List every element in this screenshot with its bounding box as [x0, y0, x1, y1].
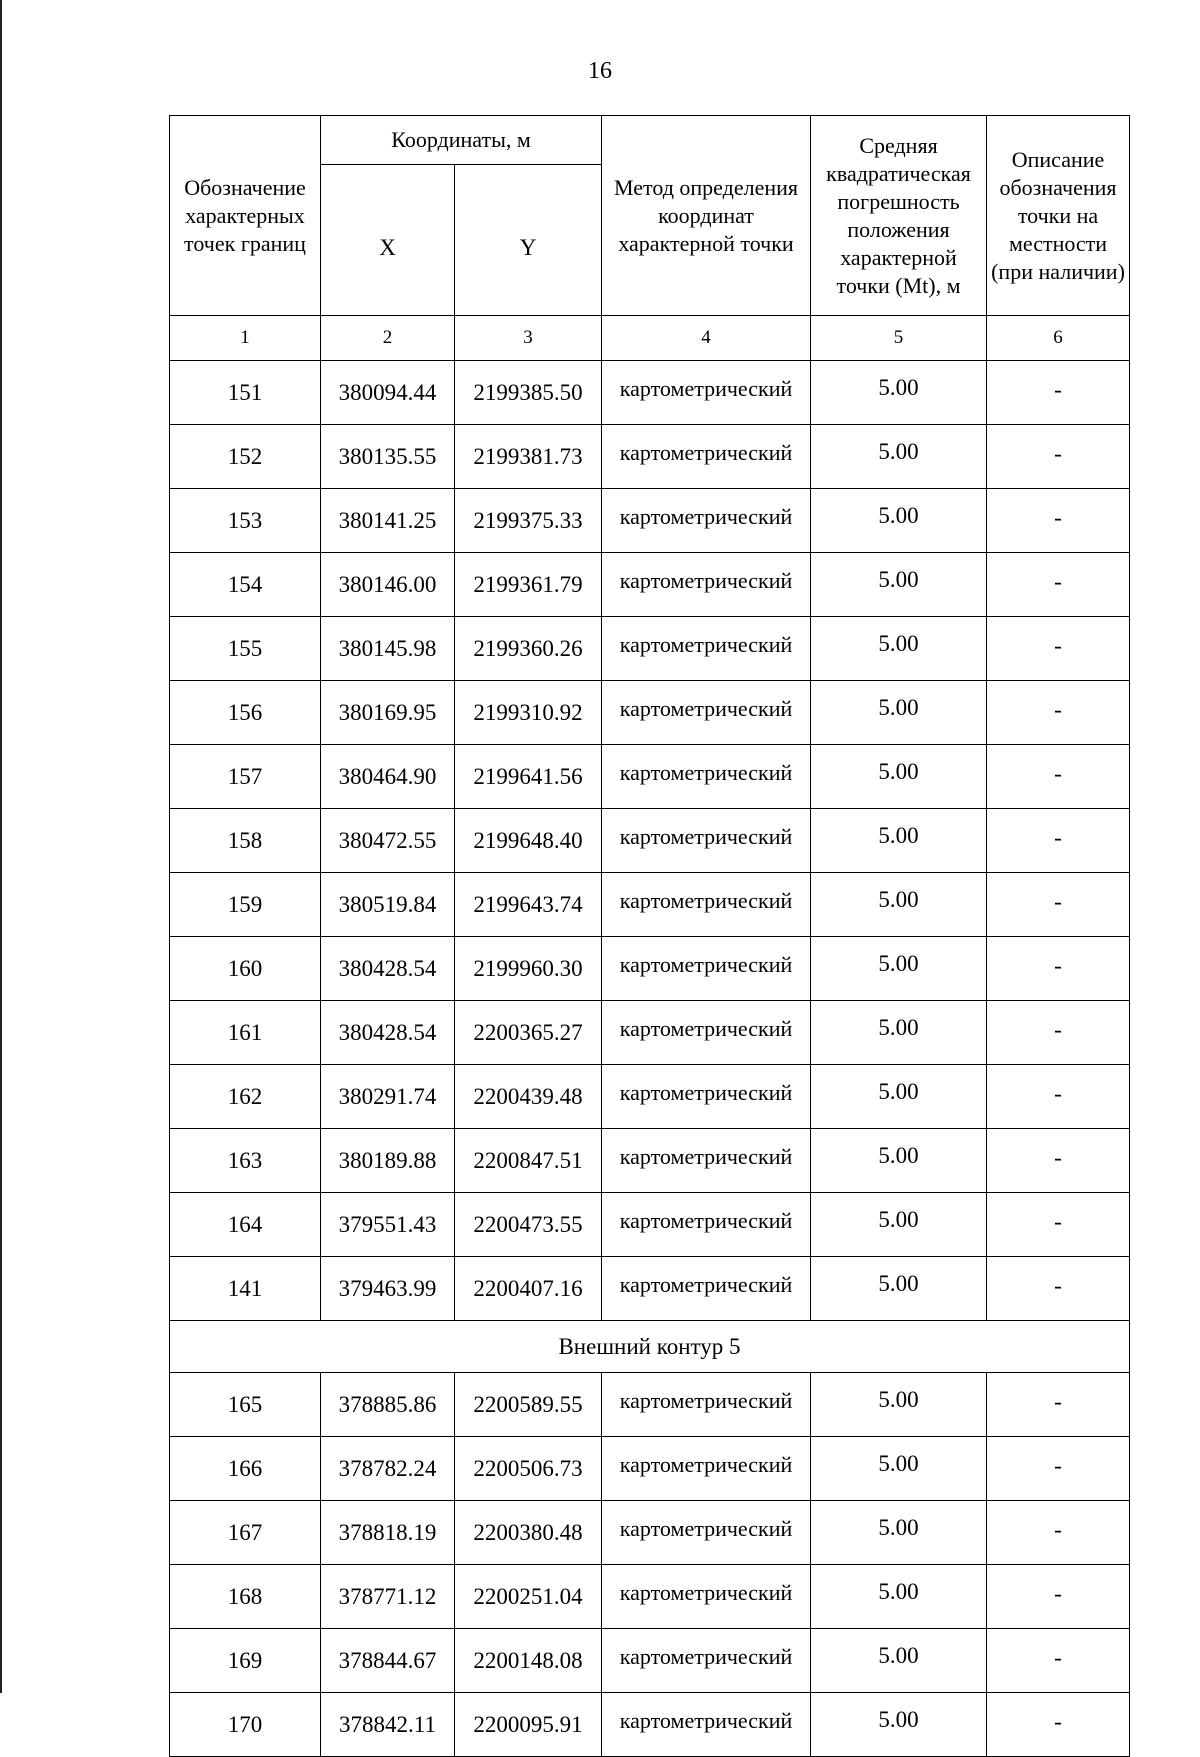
- method-cell: картометрический: [602, 1565, 811, 1629]
- header-y: Y: [455, 165, 602, 316]
- error-cell: 5.00: [811, 1565, 987, 1629]
- description-cell: -: [987, 1629, 1130, 1693]
- point-id: 165: [170, 1373, 321, 1437]
- table-row: [170, 1373, 1130, 1437]
- header-method: Метод определения координат характерной точки: [602, 116, 811, 316]
- table-row: [170, 1001, 1130, 1065]
- description-cell: -: [987, 937, 1130, 1001]
- description-cell: -: [987, 1065, 1130, 1129]
- description-cell: -: [987, 617, 1130, 681]
- method-cell: картометрический: [602, 361, 811, 425]
- method-cell: картометрический: [602, 873, 811, 937]
- column-number: 4: [602, 316, 811, 361]
- header-point: Обозначение характерных точек границ: [170, 116, 321, 316]
- y-coordinate: 2199310.92: [455, 681, 602, 745]
- description-cell: -: [987, 1129, 1130, 1193]
- error-cell: 5.00: [811, 361, 987, 425]
- description-cell: -: [987, 1501, 1130, 1565]
- header-coordinates: Координаты, м: [321, 116, 602, 165]
- error-cell: 5.00: [811, 425, 987, 489]
- section-title: Внешний контур 5: [170, 1321, 1130, 1373]
- x-coordinate: 380428.54: [321, 1001, 455, 1065]
- error-cell: 5.00: [811, 1001, 987, 1065]
- y-coordinate: 2200095.91: [455, 1693, 602, 1757]
- point-id: 164: [170, 1193, 321, 1257]
- y-coordinate: 2199648.40: [455, 809, 602, 873]
- x-coordinate: 378782.24: [321, 1437, 455, 1501]
- y-coordinate: 2199385.50: [455, 361, 602, 425]
- method-cell: картометрический: [602, 1129, 811, 1193]
- error-cell: 5.00: [811, 1501, 987, 1565]
- y-coordinate: 2200847.51: [455, 1129, 602, 1193]
- table-row: [170, 361, 1130, 425]
- error-cell: 5.00: [811, 1629, 987, 1693]
- point-id: 141: [170, 1257, 321, 1321]
- point-id: 169: [170, 1629, 321, 1693]
- x-coordinate: 380135.55: [321, 425, 455, 489]
- method-cell: картометрический: [602, 1257, 811, 1321]
- column-number: 2: [321, 316, 455, 361]
- method-cell: картометрический: [602, 617, 811, 681]
- y-coordinate: 2200473.55: [455, 1193, 602, 1257]
- section-row: [170, 1321, 1130, 1373]
- point-id: 161: [170, 1001, 321, 1065]
- x-coordinate: 378818.19: [321, 1501, 455, 1565]
- point-id: 153: [170, 489, 321, 553]
- point-id: 170: [170, 1693, 321, 1757]
- x-coordinate: 380464.90: [321, 745, 455, 809]
- method-cell: картометрический: [602, 1629, 811, 1693]
- method-cell: картометрический: [602, 489, 811, 553]
- table-row: [170, 1629, 1130, 1693]
- error-cell: 5.00: [811, 553, 987, 617]
- error-cell: 5.00: [811, 1065, 987, 1129]
- x-coordinate: 378844.67: [321, 1629, 455, 1693]
- error-cell: 5.00: [811, 617, 987, 681]
- column-number: 3: [455, 316, 602, 361]
- x-coordinate: 380145.98: [321, 617, 455, 681]
- description-cell: -: [987, 873, 1130, 937]
- coordinates-table: [169, 115, 1130, 1757]
- table-row: [170, 681, 1130, 745]
- x-coordinate: 380189.88: [321, 1129, 455, 1193]
- y-coordinate: 2200439.48: [455, 1065, 602, 1129]
- description-cell: -: [987, 489, 1130, 553]
- x-coordinate: 380291.74: [321, 1065, 455, 1129]
- point-id: 162: [170, 1065, 321, 1129]
- table-row: [170, 1257, 1130, 1321]
- column-number: 5: [811, 316, 987, 361]
- method-cell: картометрический: [602, 1501, 811, 1565]
- x-coordinate: 380141.25: [321, 489, 455, 553]
- y-coordinate: 2200148.08: [455, 1629, 602, 1693]
- error-cell: 5.00: [811, 1693, 987, 1757]
- header-error: Средняя квадратическая погрешность положения характерной точки (Mt), м: [811, 116, 987, 316]
- y-coordinate: 2200380.48: [455, 1501, 602, 1565]
- method-cell: картометрический: [602, 1065, 811, 1129]
- table-row: [170, 1193, 1130, 1257]
- point-id: 155: [170, 617, 321, 681]
- error-cell: 5.00: [811, 873, 987, 937]
- x-coordinate: 378842.11: [321, 1693, 455, 1757]
- method-cell: картометрический: [602, 681, 811, 745]
- table-row: [170, 1565, 1130, 1629]
- error-cell: 5.00: [811, 1129, 987, 1193]
- point-id: 151: [170, 361, 321, 425]
- column-number: 1: [170, 316, 321, 361]
- description-cell: -: [987, 425, 1130, 489]
- description-cell: -: [987, 1001, 1130, 1065]
- table-body: [170, 116, 1130, 1757]
- page-number: 16: [588, 58, 612, 84]
- point-id: 152: [170, 425, 321, 489]
- method-cell: картометрический: [602, 745, 811, 809]
- y-coordinate: 2200589.55: [455, 1373, 602, 1437]
- header-row-1: [170, 116, 1130, 165]
- error-cell: 5.00: [811, 681, 987, 745]
- method-cell: картометрический: [602, 1193, 811, 1257]
- error-cell: 5.00: [811, 937, 987, 1001]
- x-coordinate: 380094.44: [321, 361, 455, 425]
- description-cell: -: [987, 809, 1130, 873]
- page-edge-line: [0, 0, 2, 1693]
- point-id: 166: [170, 1437, 321, 1501]
- column-number-row: [170, 316, 1130, 361]
- method-cell: картометрический: [602, 1693, 811, 1757]
- description-cell: -: [987, 745, 1130, 809]
- x-coordinate: 380428.54: [321, 937, 455, 1001]
- x-coordinate: 379551.43: [321, 1193, 455, 1257]
- description-cell: -: [987, 1565, 1130, 1629]
- error-cell: 5.00: [811, 1437, 987, 1501]
- x-coordinate: 380146.00: [321, 553, 455, 617]
- table-row: [170, 1501, 1130, 1565]
- point-id: 156: [170, 681, 321, 745]
- method-cell: картометрический: [602, 937, 811, 1001]
- y-coordinate: 2200407.16: [455, 1257, 602, 1321]
- table-row: [170, 553, 1130, 617]
- x-coordinate: 378885.86: [321, 1373, 455, 1437]
- y-coordinate: 2200251.04: [455, 1565, 602, 1629]
- point-id: 168: [170, 1565, 321, 1629]
- x-coordinate: 379463.99: [321, 1257, 455, 1321]
- description-cell: -: [987, 1193, 1130, 1257]
- table-row: [170, 873, 1130, 937]
- table-row: [170, 745, 1130, 809]
- table-row: [170, 1129, 1130, 1193]
- y-coordinate: 2199361.79: [455, 553, 602, 617]
- table-row: [170, 1693, 1130, 1757]
- method-cell: картометрический: [602, 809, 811, 873]
- error-cell: 5.00: [811, 1257, 987, 1321]
- description-cell: -: [987, 1437, 1130, 1501]
- point-id: 163: [170, 1129, 321, 1193]
- column-number: 6: [987, 316, 1130, 361]
- y-coordinate: 2199360.26: [455, 617, 602, 681]
- error-cell: 5.00: [811, 1193, 987, 1257]
- error-cell: 5.00: [811, 489, 987, 553]
- point-id: 157: [170, 745, 321, 809]
- table-row: [170, 809, 1130, 873]
- table-row: [170, 1065, 1130, 1129]
- table-row: [170, 425, 1130, 489]
- table-row: [170, 1437, 1130, 1501]
- table-row: [170, 937, 1130, 1001]
- description-cell: -: [987, 1257, 1130, 1321]
- point-id: 159: [170, 873, 321, 937]
- method-cell: картометрический: [602, 1001, 811, 1065]
- error-cell: 5.00: [811, 745, 987, 809]
- header-description: Описание обозначения точки на местности (при наличии): [987, 116, 1130, 316]
- x-coordinate: 378771.12: [321, 1565, 455, 1629]
- y-coordinate: 2200365.27: [455, 1001, 602, 1065]
- point-id: 154: [170, 553, 321, 617]
- x-coordinate: 380472.55: [321, 809, 455, 873]
- y-coordinate: 2199643.74: [455, 873, 602, 937]
- header-x: X: [321, 165, 455, 316]
- x-coordinate: 380519.84: [321, 873, 455, 937]
- point-id: 167: [170, 1501, 321, 1565]
- y-coordinate: 2199960.30: [455, 937, 602, 1001]
- y-coordinate: 2200506.73: [455, 1437, 602, 1501]
- description-cell: -: [987, 681, 1130, 745]
- method-cell: картометрический: [602, 425, 811, 489]
- description-cell: -: [987, 1373, 1130, 1437]
- x-coordinate: 380169.95: [321, 681, 455, 745]
- y-coordinate: 2199381.73: [455, 425, 602, 489]
- method-cell: картометрический: [602, 553, 811, 617]
- point-id: 160: [170, 937, 321, 1001]
- table-row: [170, 489, 1130, 553]
- description-cell: -: [987, 1693, 1130, 1757]
- method-cell: картометрический: [602, 1373, 811, 1437]
- table-row: [170, 617, 1130, 681]
- error-cell: 5.00: [811, 809, 987, 873]
- error-cell: 5.00: [811, 1373, 987, 1437]
- point-id: 158: [170, 809, 321, 873]
- description-cell: -: [987, 361, 1130, 425]
- y-coordinate: 2199641.56: [455, 745, 602, 809]
- method-cell: картометрический: [602, 1437, 811, 1501]
- y-coordinate: 2199375.33: [455, 489, 602, 553]
- description-cell: -: [987, 553, 1130, 617]
